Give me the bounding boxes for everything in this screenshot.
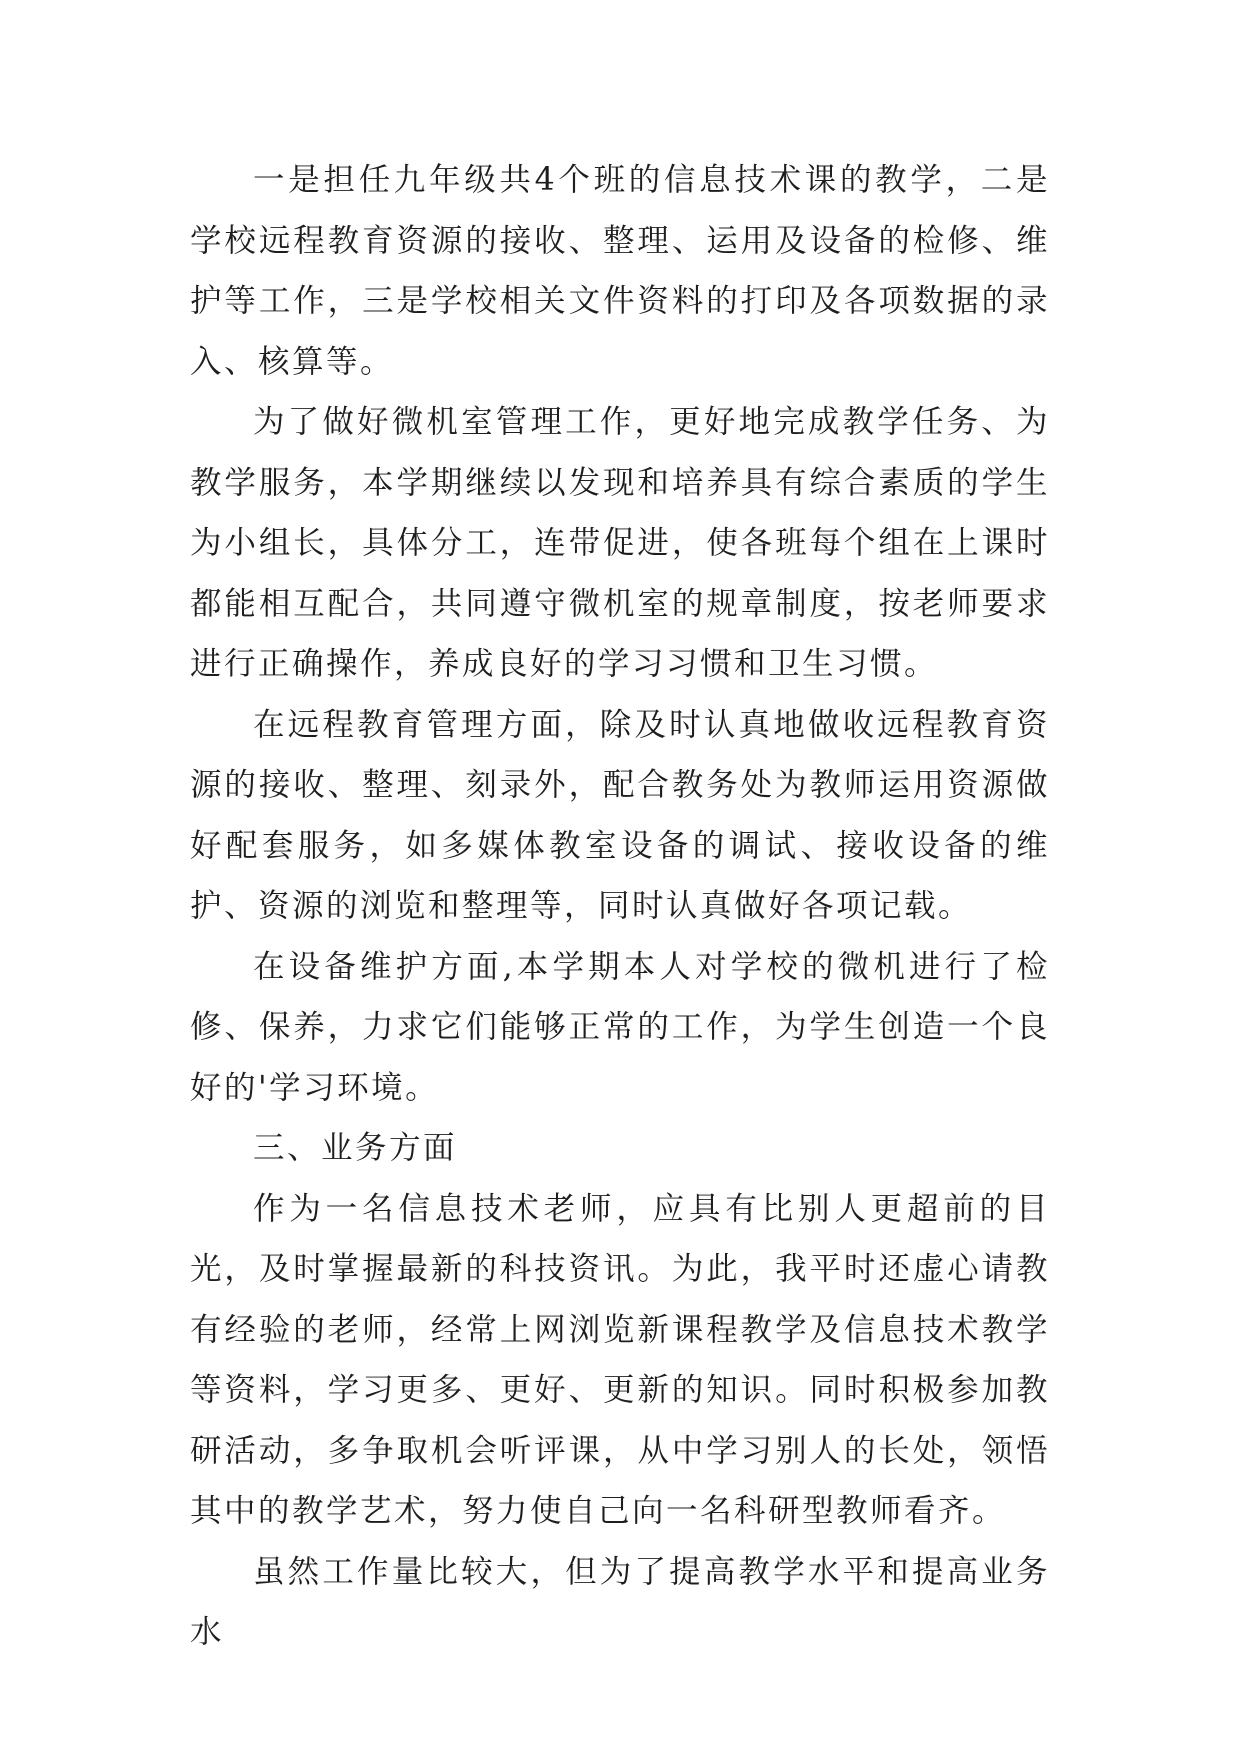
paragraph-remote-education: 在远程教育管理方面，除及时认真地做收远程教育资源的接收、整理、刻录外，配合教务处为教师运用资源做好配套服务，如多媒体教室设备的调试、接收设备的维护、资源的浏览和整理等，同时认真做好各项记载。	[190, 706, 1050, 924]
paragraph-professional-development: 作为一名信息技术老师，应具有比别人更超前的目光，及时掌握最新的科技资讯。为此，我平时还虚心请教有经验的老师，经常上网浏览新课程教学及信息技术教学等资料，学习更多、更好、更新的知识。同时积极参加教研活动，多争取机会听评课，从中学习别人的长处，领悟其中的教学艺术，努力使自己向一名科研型教师看齐。	[190, 1190, 1050, 1529]
paragraph-lab-management: 为了做好微机室管理工作，更好地完成教学任务、为教学服务，本学期继续以发现和培养具有综合素质的学生为小组长，具体分工，连带促进，使各班每个组在上课时都能相互配合，共同遵守微机室的规章制度，按老师要求进行正确操作，养成良好的学习习惯和卫生习惯。	[190, 404, 1050, 682]
document-body	[190, 150, 1050, 1663]
section-heading: 三、业务方面	[253, 1130, 458, 1166]
paragraph-equipment-maintenance: 在设备维护方面,本学期本人对学校的微机进行了检修、保养，力求它们能够正常的工作，为学生创造一个良好的'学习环境。	[190, 948, 1050, 1106]
paragraph-duties: 一是担任九年级共4个班的信息技术课的教学，二是学校远程教育资源的接收、整理、运用及设备的检修、维护等工作，三是学校相关文件资料的打印及各项数据的录入、核算等。	[190, 162, 1050, 380]
paragraph-workload: 虽然工作量比较大，但为了提高教学水平和提高业务水	[190, 1553, 1050, 1650]
